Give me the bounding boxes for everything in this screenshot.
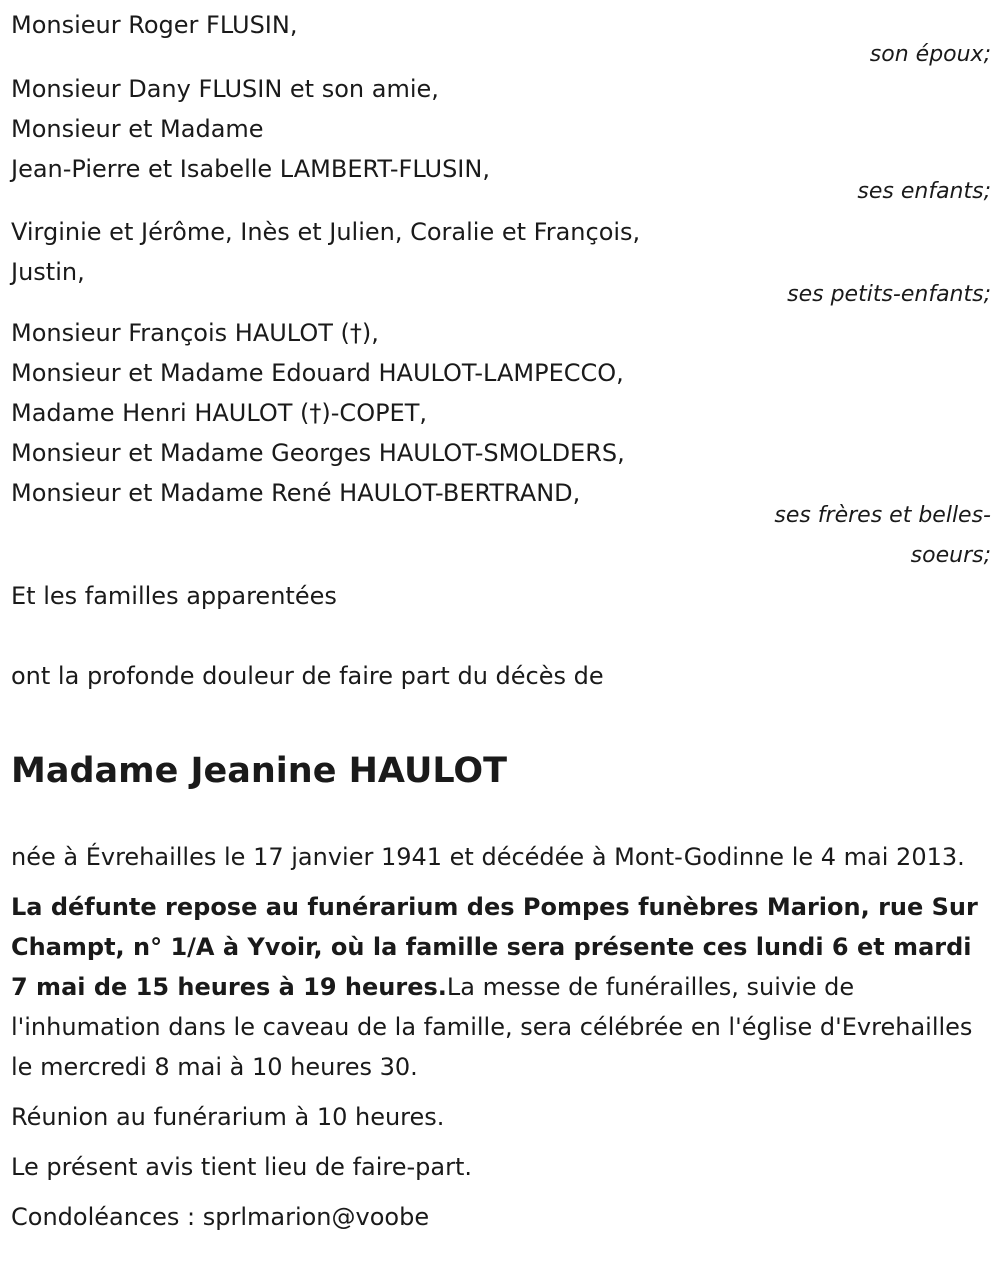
related-families: Et les familles apparentées	[11, 582, 337, 610]
condolences-text: Condoléances : sprlmarion@voobe	[11, 1203, 430, 1231]
funeral-paragraph	[11, 887, 991, 1087]
child-line: Monsieur Dany FLUSIN et son amie,	[11, 75, 439, 103]
children-section	[11, 69, 991, 212]
sibling-line: Madame Henri HAULOT (†)-COPET,	[11, 399, 428, 427]
grandchild-line: Justin,	[11, 258, 85, 286]
sibling-line: Monsieur et Madame Edouard HAULOT-LAMPECCO,	[11, 359, 624, 387]
grandchildren-relation: ses petits-enfants;	[787, 282, 991, 307]
siblings-relation-line1: ses frères et belles-	[774, 503, 991, 528]
birth-death-text: née à Évrehailles le 17 janvier 1941 et décédée à Mont-Godinne le 4 mai 2013.	[11, 843, 965, 871]
siblings-section	[11, 313, 991, 576]
spouse-section	[11, 5, 991, 75]
sibling-line: Monsieur François HAULOT (†),	[11, 319, 379, 347]
spouse-relation: son époux;	[869, 42, 991, 67]
sibling-line: Monsieur et Madame René HAULOT-BERTRAND,	[11, 479, 581, 507]
grandchildren-section	[11, 212, 991, 315]
sibling-line: Monsieur et Madame Georges HAULOT-SMOLDERS,	[11, 439, 625, 467]
spouse-name: Monsieur Roger FLUSIN,	[11, 11, 298, 39]
grandchild-line: Virginie et Jérôme, Inès et Julien, Coralie et François,	[11, 218, 641, 246]
child-line: Jean-Pierre et Isabelle LAMBERT-FLUSIN,	[11, 155, 490, 183]
funeral-wake-info: La défunte repose au funérarium des Pompes funèbres Marion, rue Sur Champt, n° 1/A à Yvoir, où la famille sera présente ces lundi 6 et mardi 7 mai de 15 heures à 19 heures.	[11, 893, 978, 1001]
deceased-name: Madame Jeanine HAULOT	[11, 751, 508, 791]
notice-text: Le présent avis tient lieu de faire-part.	[11, 1153, 473, 1181]
funeral-mass-info: La messe de funérailles, suivie de l'inhumation dans le caveau de la famille, sera célébrée en l'église d'Evrehailles le mercredi 8 mai à 10 heures 30.	[11, 973, 973, 1081]
meeting-text: Réunion au funérarium à 10 heures.	[11, 1103, 445, 1131]
children-relation: ses enfants;	[857, 179, 991, 204]
child-line: Monsieur et Madame	[11, 115, 264, 143]
obituary-notice	[11, 0, 991, 1237]
announcement-text: ont la profonde douleur de faire part du décès de	[11, 662, 604, 690]
siblings-relation-line2: soeurs;	[910, 543, 991, 568]
